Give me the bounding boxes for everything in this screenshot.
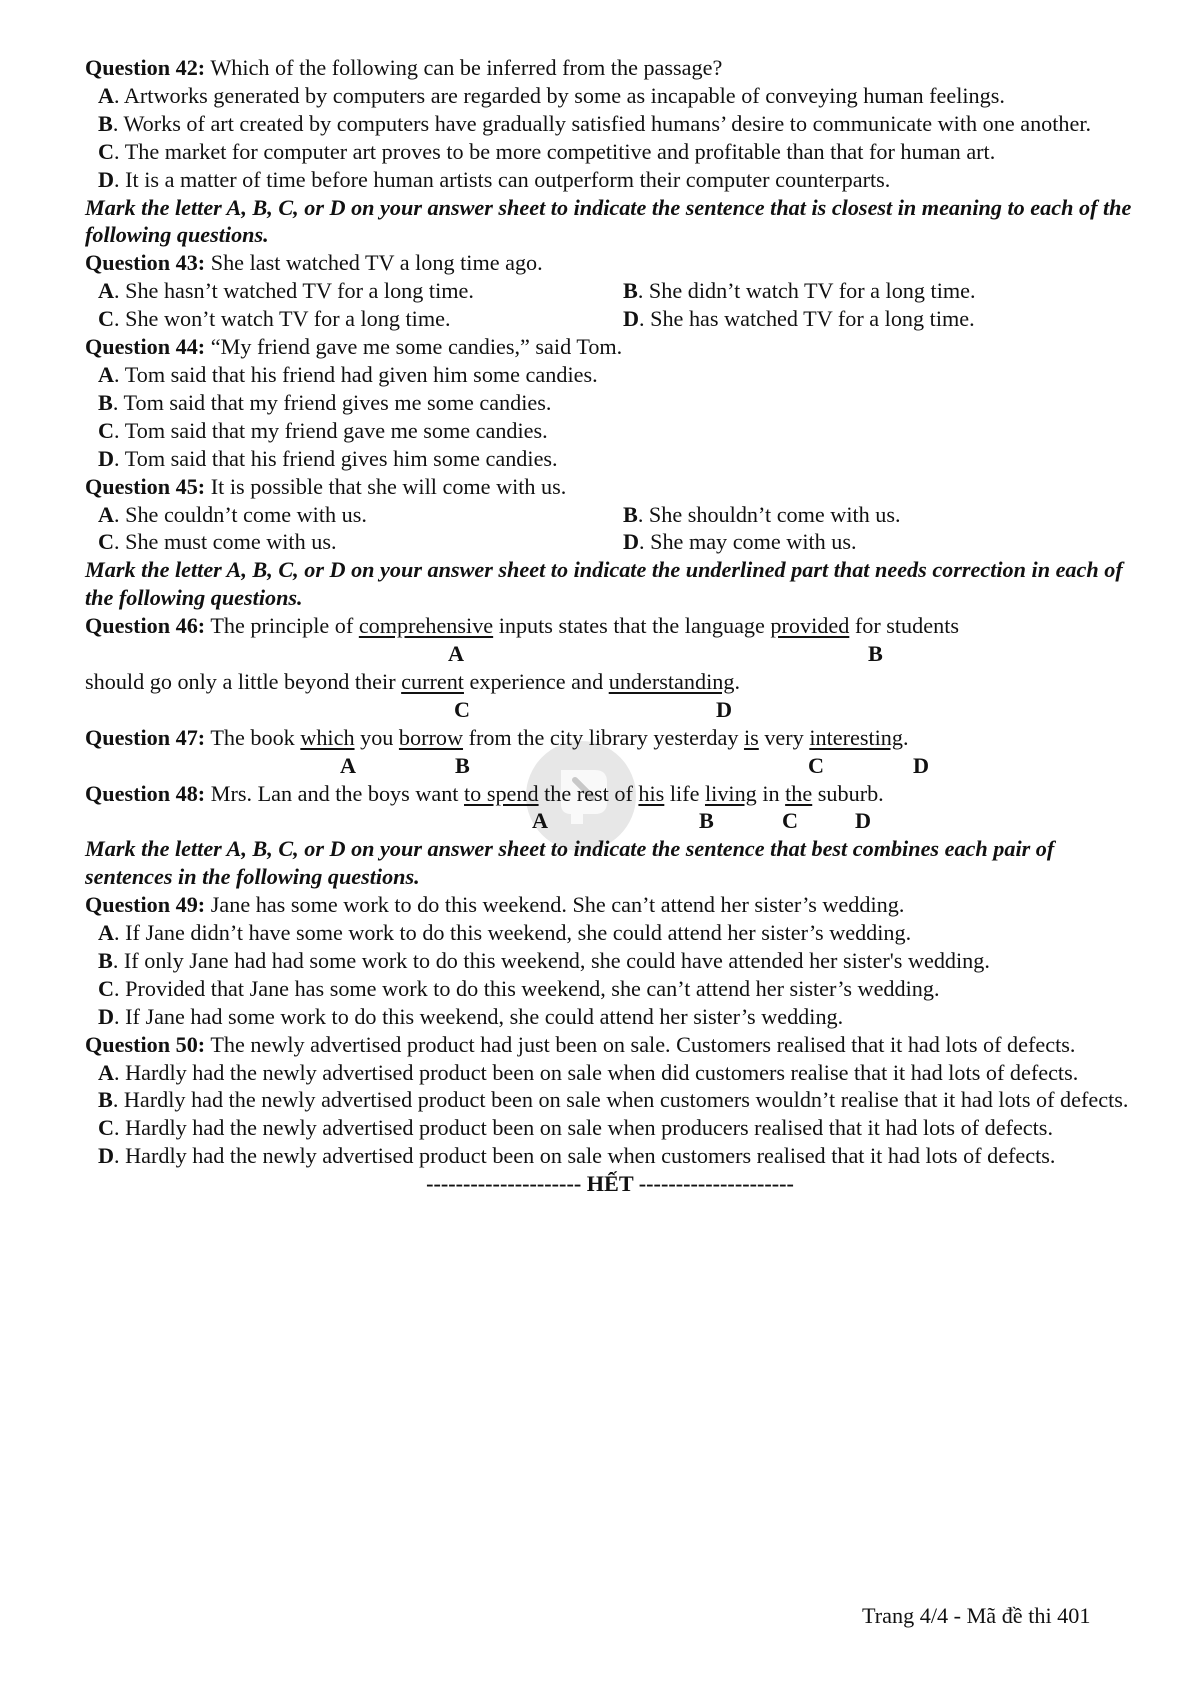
option-d: D. She has watched TV for a long time. xyxy=(623,306,975,332)
underlined-part-c: is xyxy=(743,724,759,750)
underlined-part-d: the xyxy=(785,780,813,806)
option-c: C. Hardly had the newly advertised product been on sale when producers realised that it had lots of defects. xyxy=(98,1115,1053,1141)
option-a: A. If Jane didn’t have some work to do this weekend, she could attend her sister’s wedding. xyxy=(98,920,912,946)
answer-letters xyxy=(85,696,1135,724)
question-text: It is possible that she will come with us. xyxy=(205,473,567,499)
question-45 xyxy=(85,473,1135,501)
option-c: C. She must come with us. xyxy=(98,529,337,555)
option-b: B. She didn’t watch TV for a long time. xyxy=(623,278,976,304)
question-label: Question 44: xyxy=(85,334,206,360)
option-row xyxy=(85,277,1135,305)
instruction-closest-meaning: Mark the letter A, B, C, or D on your answer sheet to indicate the sentence that is closest in meaning to each of the following questions. xyxy=(85,194,1132,248)
option-b: B. Works of art created by computers have gradually satisfied humans’ desire to communicate with one another. xyxy=(98,110,1092,136)
letter-d: D xyxy=(855,808,872,834)
letter-d: D xyxy=(716,696,733,722)
letter-a: A xyxy=(448,641,465,667)
option-a: A. Artworks generated by computers are regarded by some as incapable of conveying human feelings. xyxy=(98,82,1005,108)
letter-a: A xyxy=(340,752,357,778)
option-row xyxy=(85,305,1135,333)
underlined-part-b: borrow xyxy=(398,724,464,750)
letter-c: C xyxy=(782,808,799,834)
question-49 xyxy=(85,891,1135,919)
question-43 xyxy=(85,249,1135,277)
answer-letters xyxy=(85,807,1135,835)
option-row xyxy=(85,501,1135,529)
option-d: D. Hardly had the newly advertised product been on sale when customers realised that it had lots of defects. xyxy=(98,1143,1056,1169)
question-label: Question 46: xyxy=(85,613,206,639)
option-d: D. Tom said that his friend gives him some candies. xyxy=(98,445,558,471)
question-48: Question 48: Mrs. Lan and the boys want to spend the rest of his life living in the suburb. xyxy=(85,780,884,806)
option-b: B. Hardly had the newly advertised product been on sale when customers wouldn’t realise that it had lots of defects. xyxy=(98,1087,1129,1113)
option-c: C. Provided that Jane has some work to do this weekend, she can’t attend her sister’s wedding. xyxy=(98,975,940,1001)
option-b: B. She shouldn’t come with us. xyxy=(623,501,901,527)
question-label: Question 42: xyxy=(85,55,206,80)
underlined-part-d: understanding xyxy=(608,668,735,694)
end-of-exam-marker: --------------------- HẾT --------------------- xyxy=(426,1171,794,1197)
question-label: Question 47: xyxy=(85,724,206,750)
question-text: Which of the following can be inferred from the passage? xyxy=(205,55,723,80)
underlined-part-a: comprehensive xyxy=(358,613,494,639)
underlined-part-c: living xyxy=(704,780,757,806)
question-text: She last watched TV a long time ago. xyxy=(205,250,543,276)
option-a: A. Tom said that his friend had given him some candies. xyxy=(98,361,598,387)
option-c: C. She won’t watch TV for a long time. xyxy=(98,306,451,332)
option-b: B. Tom said that my friend gives me some candies. xyxy=(98,389,552,415)
question-text: Jane has some work to do this weekend. She can’t attend her sister’s wedding. xyxy=(205,892,905,918)
letter-b: B xyxy=(455,752,470,778)
option-a: A. Hardly had the newly advertised product been on sale when did customers realise that it had lots of defects. xyxy=(98,1059,1079,1085)
underlined-part-a: which xyxy=(300,724,355,750)
page-footer: Trang 4/4 - Mã đề thi 401 xyxy=(862,1603,1091,1628)
question-text: The newly advertised product had just been on sale. Customers realised that it had lots of defects. xyxy=(205,1031,1076,1057)
answer-letters xyxy=(85,640,1135,668)
letter-c: C xyxy=(454,696,471,722)
option-row xyxy=(85,528,1135,556)
option-d: D. If Jane had some work to do this weekend, she could attend her sister’s wedding. xyxy=(98,1003,844,1029)
question-44 xyxy=(85,333,1135,361)
question-text: “My friend gave me some candies,” said Tom. xyxy=(205,334,623,360)
question-46-continued: should go only a little beyond their current experience and understanding. xyxy=(85,668,740,694)
question-label: Question 43: xyxy=(85,250,206,276)
question-50 xyxy=(85,1031,1135,1059)
instruction-combine-sentences: Mark the letter A, B, C, or D on your answer sheet to indicate the sentence that best combines each pair of sentences in the following questions. xyxy=(85,836,1055,890)
letter-b: B xyxy=(699,808,714,834)
option-a: A. She couldn’t come with us. xyxy=(98,501,367,527)
option-b: B. If only Jane had had some work to do this weekend, she could have attended her sister's wedding. xyxy=(98,947,990,973)
letter-d: D xyxy=(913,752,930,778)
underlined-part-a: to spend xyxy=(464,780,539,806)
question-42 xyxy=(85,54,1135,82)
question-label: Question 49: xyxy=(85,892,206,918)
question-label: Question 48: xyxy=(85,780,206,806)
underlined-part-c: current xyxy=(401,668,464,694)
underlined-part-d: interesting xyxy=(809,724,903,750)
option-c: C. The market for computer art proves to be more competitive and profitable than that for human art. xyxy=(98,138,996,164)
option-d: D. She may come with us. xyxy=(623,529,857,555)
question-label: Question 45: xyxy=(85,473,206,499)
underlined-part-b: his xyxy=(638,780,665,806)
letter-b: B xyxy=(868,641,883,667)
answer-letters xyxy=(85,752,1135,780)
instruction-underlined-correction: Mark the letter A, B, C, or D on your answer sheet to indicate the underlined part that needs correction in each of the following questions. xyxy=(85,557,1123,611)
option-c: C. Tom said that my friend gave me some candies. xyxy=(98,417,548,443)
question-47: Question 47: The book which you borrow from the city library yesterday is very interesting. xyxy=(85,724,909,750)
exam-content xyxy=(85,54,1135,1198)
underlined-part-b: provided xyxy=(770,613,850,639)
letter-a: A xyxy=(532,808,549,834)
question-label: Question 50: xyxy=(85,1031,206,1057)
letter-c: C xyxy=(808,752,825,778)
question-46: Question 46: The principle of comprehensive inputs states that the language provided for students xyxy=(85,613,959,639)
option-d: D. It is a matter of time before human artists can outperform their computer counterparts. xyxy=(98,166,891,192)
option-a: A. She hasn’t watched TV for a long time. xyxy=(98,278,474,304)
